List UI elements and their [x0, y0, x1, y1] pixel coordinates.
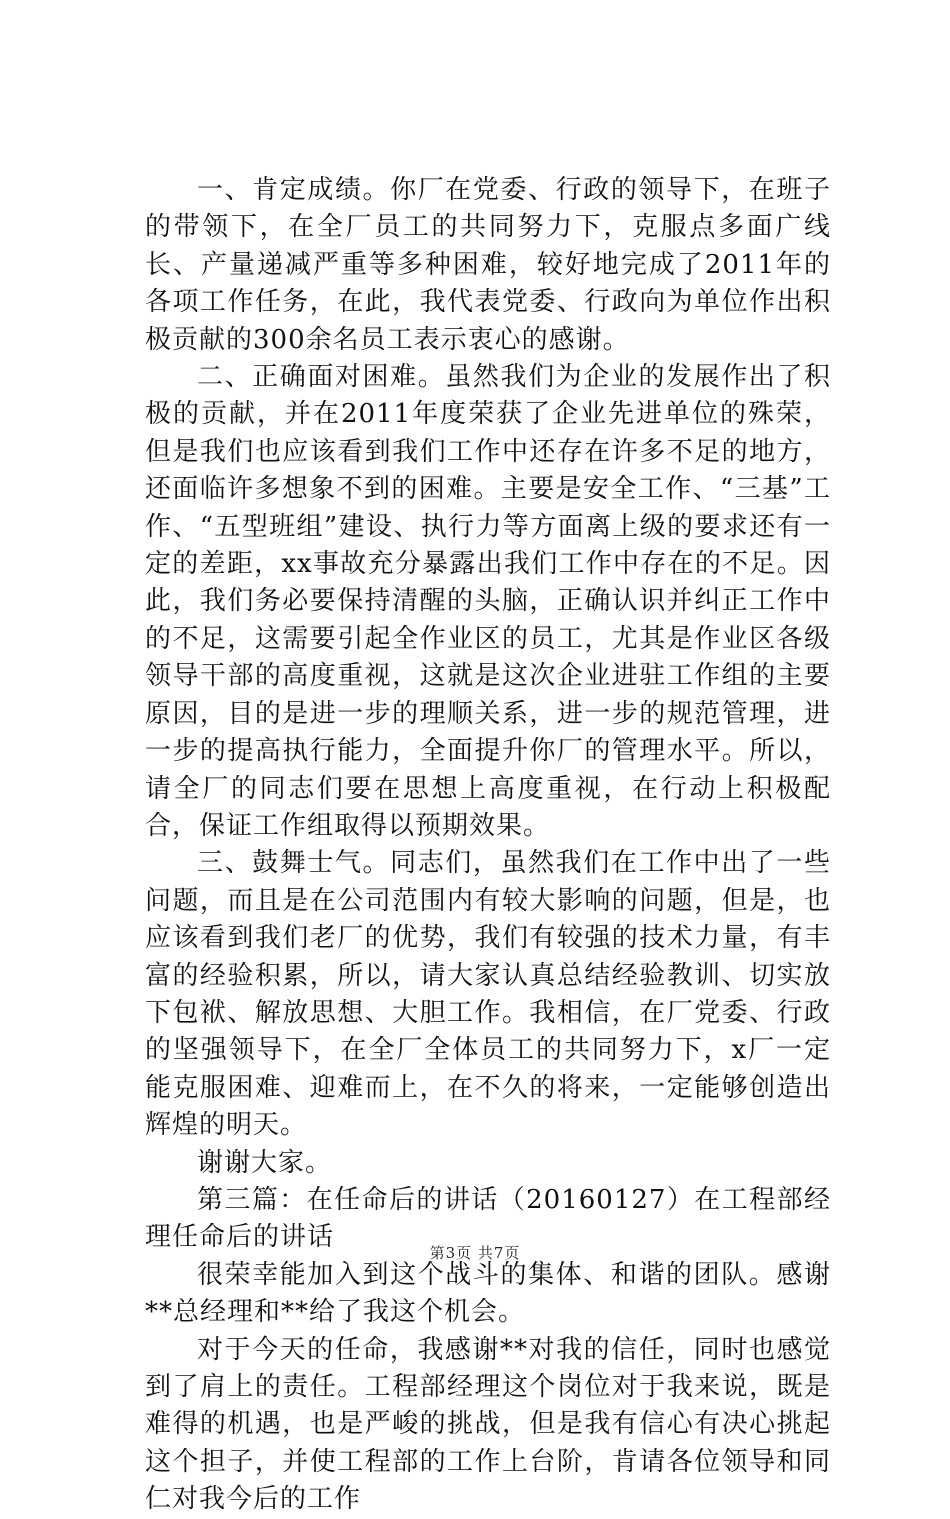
paragraph-thanks: 谢谢大家。: [197, 1147, 333, 1178]
paragraph-boost-morale: 三、鼓舞士气。同志们，虽然我们在工作中出了一些问题，而且是在公司范围内有较大影响的问题，但是，也应该看到我们老厂的优势，我们有较强的技术力量，有丰富的经验积累，所以，请大家认真总结经验教训、切实放下包袱、解放思想、大胆工作。我相信，在厂党委、行政的坚强领导下，在全厂全体员工的共同努力下，x厂一定能克服困难、迎难而上，在不久的将来，一定能够创造出辉煌的明天。: [145, 848, 831, 1141]
paragraph-face-difficulties: 二、正确面对困难。虽然我们为企业的发展作出了积极的贡献，并在2011年度荣获了企业先进单位的殊荣，但是我们也应该看到我们工作中还存在许多不足的地方，还面临许多想象不到的困难。主要是安全工作、“三基”工作、“五型班组”建设、执行力等方面离上级的要求还有一定的差距，xx事故充分暴露出我们工作中存在的不足。因此，我们务必要保持清醒的头脑，正确认识并纠正工作中的不足，这需要引起全作业区的员工，尤其是作业区各级领导干部的高度重视，这就是这次企业进驻工作组的主要原因，目的是进一步的理顺关系，进一步的规范管理，进一步的提高执行能力，全面提升你厂的管理水平。所以，请全厂的同志们要在思想上高度重视，在行动上积极配合，保证工作组取得以预期效果。: [145, 362, 831, 841]
paragraph-section-title: 第三篇：在任命后的讲话（20160127）在工程部经理任命后的讲话: [145, 1184, 831, 1253]
paragraph-affirm-achievements: 一、肯定成绩。你厂在党委、行政的领导下，在班子的带领下，在全厂员工的共同努力下，克服点多面广线长、产量递减严重等多种困难，较好地完成了2011年的各项工作任务，在此，我代表党委、行政向为单位作出积极贡献的300余名员工表示衷心的感谢。: [145, 175, 831, 355]
paragraph-honored: 很荣幸能加入到这个战斗的集体、和谐的团队。感谢**总经理和**给了我这个机会。: [145, 1259, 831, 1328]
page-number-footer: 第3页 共7页: [429, 1244, 521, 1262]
paragraph-appointment: 对于今天的任命，我感谢**对我的信任，同时也感觉到了肩上的责任。工程部经理这个岗位对于我来说，既是难得的机遇，也是严峻的挑战，但是我有信心有决心挑起这个担子，并使工程部的工作上台阶，肯请各位领导和同仁对我今后的工作: [145, 1334, 831, 1515]
document-body: [145, 172, 831, 1519]
